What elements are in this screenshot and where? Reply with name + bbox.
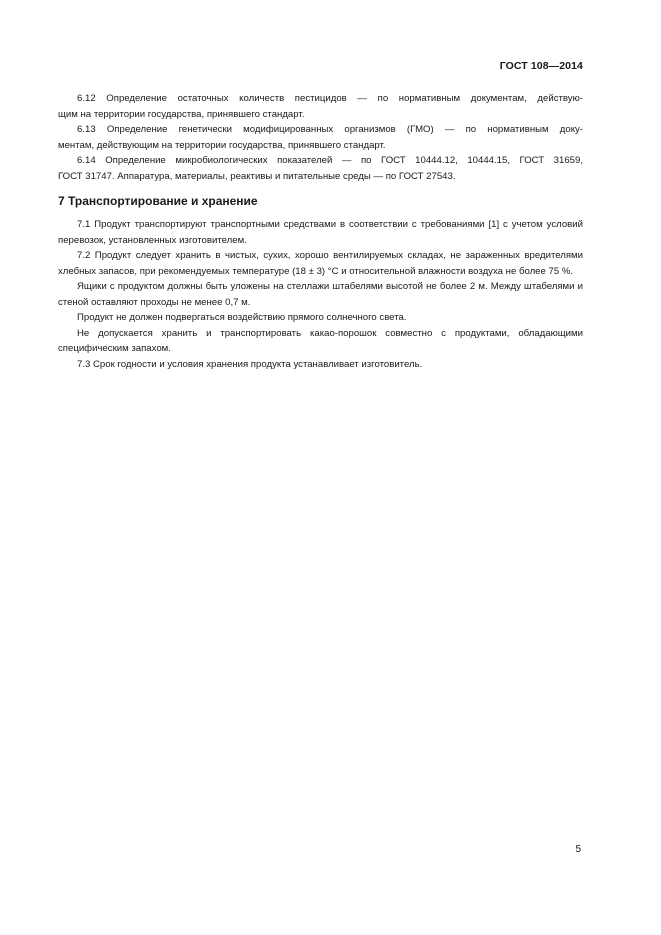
paragraph-7-2-boxes (58, 279, 583, 310)
paragraph-7-2-sunlight (58, 310, 583, 326)
paragraph-7-1 (58, 217, 583, 248)
text-paragraph: 7.3 Срок годности и условия хранения продукта устанавливает изготовитель. (77, 358, 423, 370)
text-paragraph: Не допускается хранить и транспортировать какао-порошок совместно с продуктами, обладающими специфическим запахом. (58, 327, 583, 354)
text-paragraph: Ящики с продуктом должны быть уложены на стеллажи штабелями высотой не более 2 м. Между штабелями и стеной оставляют проходы не менее 0,7 м. (58, 281, 583, 308)
page-body (58, 91, 583, 372)
document-code-header: ГОСТ 108—2014 (499, 60, 583, 72)
section-7-heading: 7 Транспортирование и хранение (58, 194, 258, 208)
paragraph-6-12 (58, 91, 583, 122)
paragraph-6-13 (58, 122, 583, 153)
text-line: ментам, действующим на территории государства, принявшего стандарт. (58, 139, 386, 151)
paragraph-7-2 (58, 248, 583, 279)
text-line: ГОСТ 31747. Аппаратура, материалы, реактивы и питательные среды — по ГОСТ 27543. (58, 170, 456, 182)
text-line: 6.13 Определение генетически модифицированных организмов (ГМО) — по нормативным доку- (77, 124, 583, 135)
text-paragraph: 7.2 Продукт следует хранить в чистых, сухих, хорошо вентилируемых складах, не зараженных вредителями хлебных запасов, при рекомендуемых температуре (18 ± 3) °С и относительной влажности воздуха не более 75 %. (58, 250, 583, 277)
text-paragraph: 7.1 Продукт транспортируют транспортными средствами в соответствии с требованиями [1] с учетом условий перевозок, установленных изготовителем. (58, 219, 583, 246)
text-line: щим на территории государства, принявшего стандарт. (58, 108, 305, 120)
text-line: 6.14 Определение микробиологических показателей — по ГОСТ 10444.12, 10444.15, ГОСТ 31659, (77, 155, 583, 166)
paragraph-7-3 (58, 357, 583, 373)
text-line: 6.12 Определение остаточных количеств пестицидов — по нормативным документам, действую- (77, 93, 583, 104)
page-number: 5 (575, 844, 581, 855)
paragraph-7-2-odor (58, 326, 583, 357)
section-7-body (58, 217, 583, 372)
text-paragraph: Продукт не должен подвергаться воздействию прямого солнечного света. (77, 312, 407, 323)
paragraph-6-14 (58, 153, 583, 184)
section-6-tail (58, 91, 583, 184)
